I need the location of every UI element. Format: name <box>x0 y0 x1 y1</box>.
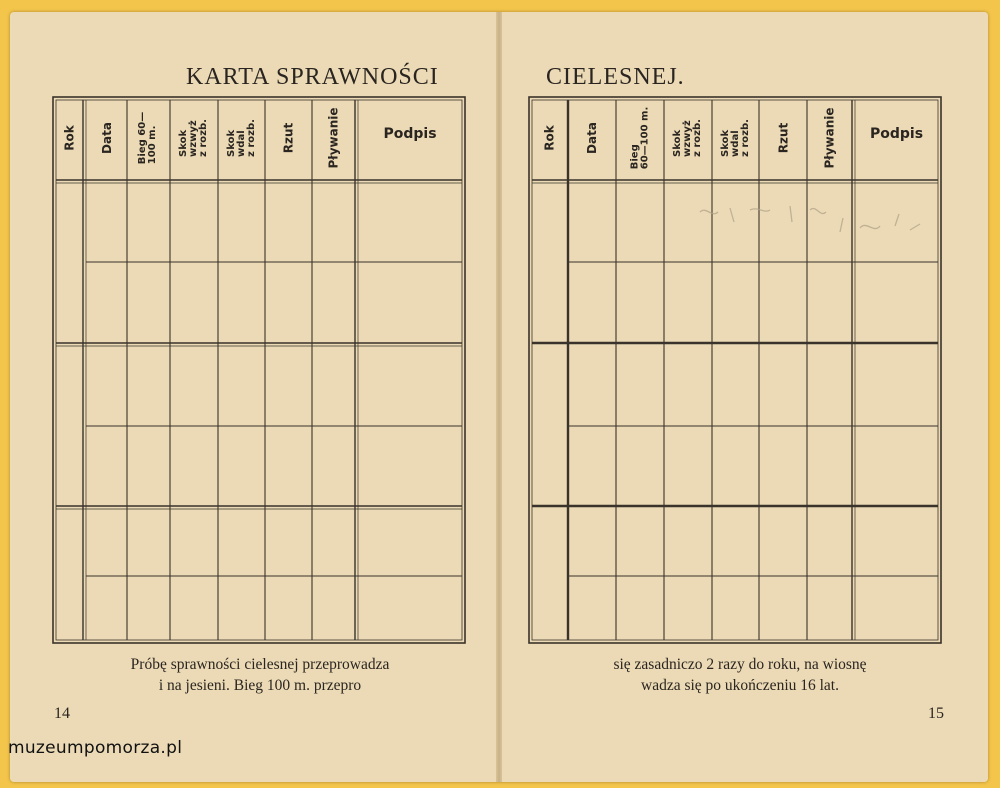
col-header-plywanie <box>312 100 355 176</box>
col-header-data <box>568 100 616 176</box>
col-label-skok-wdal: Skok wdal z rozb. <box>225 119 257 157</box>
col-label-skok-wdal: Skok wdal z rozb. <box>719 119 751 157</box>
col-header-rzut <box>265 100 312 176</box>
col-header-rok <box>56 100 83 176</box>
page-title-right: CIELESNEJ. <box>546 64 685 90</box>
col-label-rok: Rok <box>62 125 77 151</box>
col-label-data: Data <box>585 122 599 154</box>
col-label-rzut: Rzut <box>281 122 296 154</box>
page-title-left: KARTA SPRAWNOŚCI <box>186 64 439 90</box>
caption-right <box>540 654 940 696</box>
caption-right-line-2: wadza się po ukończeniu 16 lat. <box>641 677 839 694</box>
col-header-data <box>86 100 127 176</box>
col-header-skok-wdal <box>712 100 759 176</box>
table-grid-lines-right <box>528 96 942 646</box>
col-label-skok-wzwyz: Skok wzwyż z rozb. <box>671 119 703 157</box>
booklet-gutter <box>496 12 502 782</box>
col-header-rok <box>532 100 568 176</box>
fitness-table-right <box>528 96 942 646</box>
caption-left-line-2: i na jesieni. Bieg 100 m. przepro <box>158 677 362 694</box>
col-label-skok-wzwyz: Skok wzwyż z rozb. <box>177 119 209 157</box>
fitness-table-left <box>52 96 468 646</box>
col-header-bieg <box>616 100 664 176</box>
col-header-skok-wzwyz <box>170 100 218 176</box>
col-header-skok-wdal <box>218 100 265 176</box>
col-label-bieg: Bieg 60—100 m. <box>629 106 650 170</box>
caption-right-line-1: się zasadniczo 2 razy do roku, na wiosnę <box>613 656 867 673</box>
col-header-bieg <box>127 100 170 176</box>
caption-left <box>60 654 460 696</box>
col-label-data: Data <box>99 122 114 154</box>
watermark-text: muzeumpomorza.pl <box>8 738 183 758</box>
col-label-plywanie: Pływanie <box>326 107 341 169</box>
table-grid-lines-left <box>52 96 468 646</box>
col-label-rzut: Rzut <box>775 122 790 154</box>
page-number-right: 15 <box>928 705 944 722</box>
page-number-left: 14 <box>54 705 70 722</box>
col-label-plywanie: Pływanie <box>822 107 837 169</box>
col-header-skok-wzwyz <box>664 100 712 176</box>
col-header-plywanie <box>807 100 852 176</box>
col-header-rzut <box>759 100 807 176</box>
col-header-podpis: Podpis <box>383 126 437 142</box>
col-header-podpis: Podpis <box>869 126 924 142</box>
caption-left-line-1: Próbę sprawności cielesnej przeprowadza <box>130 656 390 673</box>
pencil-marks <box>690 200 930 250</box>
col-label-bieg: Bieg 60— 100 m. <box>137 111 159 165</box>
col-label-rok: Rok <box>543 125 557 151</box>
